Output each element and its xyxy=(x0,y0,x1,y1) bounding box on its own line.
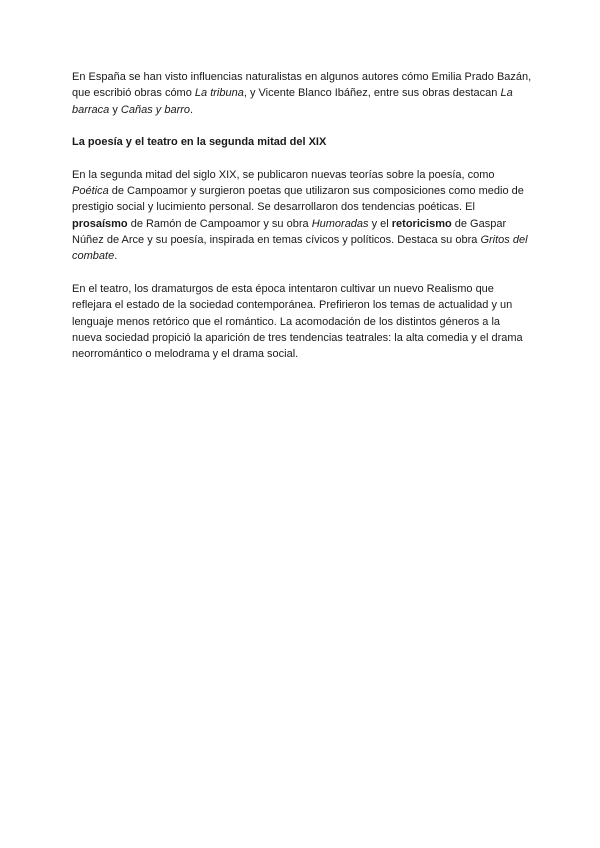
text-run: . xyxy=(114,250,118,263)
term-retoricismo: retoricismo xyxy=(391,217,452,230)
text-run: de Campoamor y surgieron poetas que utilizaron sus composiciones como medio de prestigio social y lucimiento personal. Se desarrollaron dos tendencias poéticas. El xyxy=(72,184,524,214)
paragraph-poetry xyxy=(72,167,532,265)
text-run: En España se han visto influencias naturalistas en algunos autores cómo Emilia Prado Bazán, que escribió obras cómo xyxy=(72,71,532,100)
work-title-la-tribuna: La tribuna xyxy=(194,87,244,100)
work-title-humoradas: Humoradas xyxy=(311,217,369,230)
work-title-canas-y-barro: Cañas y barro xyxy=(120,103,191,116)
paragraph-naturalism xyxy=(72,69,532,118)
text-run: , y Vicente Blanco Ibáñez, entre sus obras destacan xyxy=(243,87,501,100)
work-title-poetica: Poética xyxy=(72,184,109,197)
text-run: . xyxy=(190,103,194,116)
work-title-gritos-del-combate: Gritos del combate xyxy=(72,233,528,263)
paragraph-theatre: En el teatro, los dramaturgos de esta época intentaron cultivar un nuevo Realismo que reflejara el estado de la sociedad contemporánea. Prefirieron los temas de actualidad y un lenguaje menos retórico que el romántico. La acomodación de los distintos géneros a la nueva sociedad propició la aparición de tres tendencias teatrales: la alta comedia y el drama neorromántico o melodrama y el drama social. xyxy=(72,282,523,361)
text-run: y xyxy=(109,103,121,116)
term-prosaismo: prosaísmo xyxy=(72,217,128,230)
work-title-la-barraca: La barraca xyxy=(72,87,513,116)
text-run: y el xyxy=(368,217,392,230)
text-run: de Ramón de Campoamor y su obra xyxy=(127,217,312,230)
text-run: de Gaspar Núñez de Arce y su poesía, inspirada en temas cívicos y políticos. Destaca su obra xyxy=(72,217,507,246)
section-heading: La poesía y el teatro en la segunda mitad del XIX xyxy=(72,135,327,148)
text-run: En la segunda mitad del siglo XIX, se publicaron nuevas teorías sobre la poesía, como xyxy=(72,168,495,181)
document-page xyxy=(72,69,532,379)
